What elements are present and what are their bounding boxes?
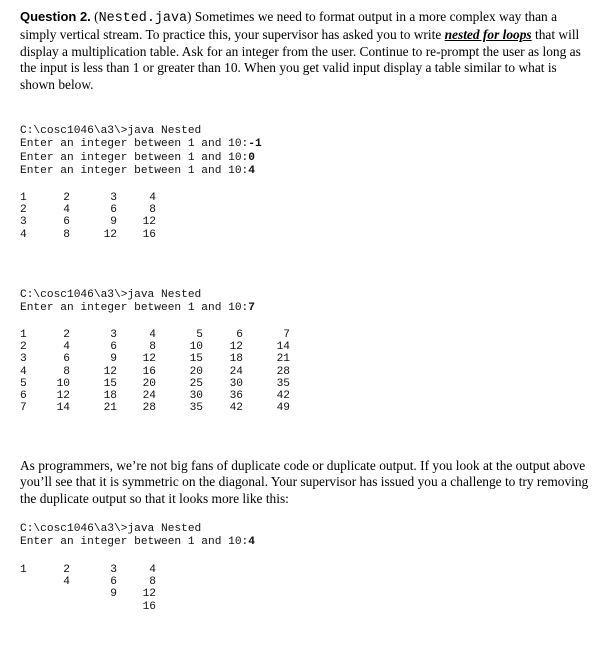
table-cell: 12 [142,353,156,366]
file-name: Nested.java [98,11,188,26]
table-cell: 6 [63,216,70,229]
table-cell: 35 [189,402,203,415]
nested-loops-link[interactable]: nested for loops [444,27,532,43]
table-cell: 4 [149,192,156,204]
table-cell: 3 [110,564,117,576]
table-cell: 8 [149,576,156,589]
table-cell: 4 [63,204,70,217]
table-cell: 6 [63,353,70,366]
table-cell: 4 [20,228,27,241]
prompt-line [20,301,255,315]
table-cell: 12 [142,216,156,229]
table-cell: 2 [63,329,70,341]
prompt-text: Enter an integer between 1 and 10: [20,138,249,150]
table-cell: 9 [110,588,117,601]
table-cell: 28 [276,365,290,378]
table-cell: 24 [142,390,156,402]
prompt-line [20,535,255,549]
table-cell [40,601,70,614]
table-cell: 9 [110,353,117,366]
table-cell: 12 [103,228,117,241]
table-cell: 42 [276,390,290,402]
table-cell: 8 [149,341,156,354]
table-cell: 3 [20,353,27,366]
table-cell [87,601,117,614]
table-cell: 16 [142,365,156,378]
file-open-paren: ( [94,9,99,24]
table-cell: 14 [276,341,290,354]
table-cell: 4 [20,365,27,378]
table-cell: 3 [110,192,117,204]
table-cell: 8 [63,365,70,378]
table-cell: 2 [20,204,27,217]
table-cell: 18 [103,390,117,402]
user-input: -1 [248,138,262,150]
table-cell: 12 [56,390,70,402]
table-cell: 4 [63,576,70,589]
table-cell: 12 [229,341,243,354]
user-input: 0 [248,152,255,164]
prompt-text: Enter an integer between 1 and 10: [20,536,249,548]
table-cell: 2 [63,192,70,204]
table-cell: 2 [20,341,27,354]
table-cell: 6 [110,204,117,217]
table-cell [40,588,70,601]
table-cell: 12 [142,588,156,601]
table-cell: 4 [149,564,156,576]
table-cell: 10 [56,377,70,390]
table-cell: 12 [103,365,117,378]
table-cell: 3 [110,329,117,341]
table-cell: 5 [196,329,203,341]
table-cell: 4 [149,329,156,341]
question-label: Question 2. [20,9,91,24]
table-cell: 8 [63,228,70,241]
prompt-text: Enter an integer between 1 and 10: [20,165,249,177]
table-cell: 10 [189,341,203,354]
command-line: C:\cosc1046\a3\>java Nested [20,523,202,535]
table-cell: 1 [20,564,27,576]
table-cell: 1 [20,329,27,341]
table-cell: 16 [142,228,156,241]
table-cell: 3 [20,216,27,229]
table-cell: 24 [229,365,243,378]
table-cell: 35 [276,377,290,390]
table-cell: 15 [103,377,117,390]
table-cell: 16 [142,600,156,613]
table-cell: 20 [189,365,203,378]
table-cell: 25 [189,377,203,390]
table-cell: 5 [20,377,27,390]
question-text-1: Sometimes we need to format output in a more complex way than a simply vertical stream. To practice this, your supervisor has asked you to write [20,9,558,43]
user-input: 4 [248,536,255,548]
user-input: 7 [248,302,255,314]
question-paragraph [20,9,590,93]
prompt-line [20,151,255,165]
file-close-paren: ) [187,9,192,24]
table-cell: 21 [276,353,290,366]
table-cell: 20 [142,377,156,390]
table-cell: 18 [229,353,243,366]
table-cell: 1 [20,192,27,204]
prompt-text: Enter an integer between 1 and 10: [20,152,249,164]
table-cell: 7 [20,402,27,415]
prompt-line [20,164,255,178]
duplicate-output-paragraph: As programmers, we’re not big fans of duplicate code or duplicate output. If you look at the output above you’ll see that it is symmetric on the diagonal. Your supervisor has issued you a challenge to try removing the duplicate output so that it looks more like this: [20,458,589,506]
table-cell: 14 [56,402,70,415]
command-line: C:\cosc1046\a3\>java Nested [20,125,202,137]
table-cell: 49 [276,402,290,415]
table-cell: 9 [110,216,117,229]
table-cell: 7 [283,329,290,341]
table-cell: 6 [110,576,117,589]
table-cell: 6 [110,341,117,354]
table-cell: 30 [189,390,203,402]
table-cell: 4 [63,341,70,354]
table-cell: 30 [229,377,243,390]
table-cell: 15 [189,353,203,366]
table-cell: 42 [229,402,243,415]
user-input: 4 [248,165,255,177]
table-cell: 6 [236,329,243,341]
table-cell: 6 [20,390,27,402]
prompt-text: Enter an integer between 1 and 10: [20,302,249,314]
table-cell: 21 [103,402,117,415]
prompt-line [20,137,262,151]
table-cell: 36 [229,390,243,402]
question-text-2: that will display a multiplication table. Ask for an integer from the user. Continue to re-prompt the user as long as the input is less than 1 or greater than 10. When you get valid input display a table similar to what is shown below. [20,27,581,92]
table-cell: 8 [149,204,156,217]
table-cell: 28 [142,402,156,415]
table-cell: 2 [63,564,70,576]
command-line: C:\cosc1046\a3\>java Nested [20,289,202,301]
